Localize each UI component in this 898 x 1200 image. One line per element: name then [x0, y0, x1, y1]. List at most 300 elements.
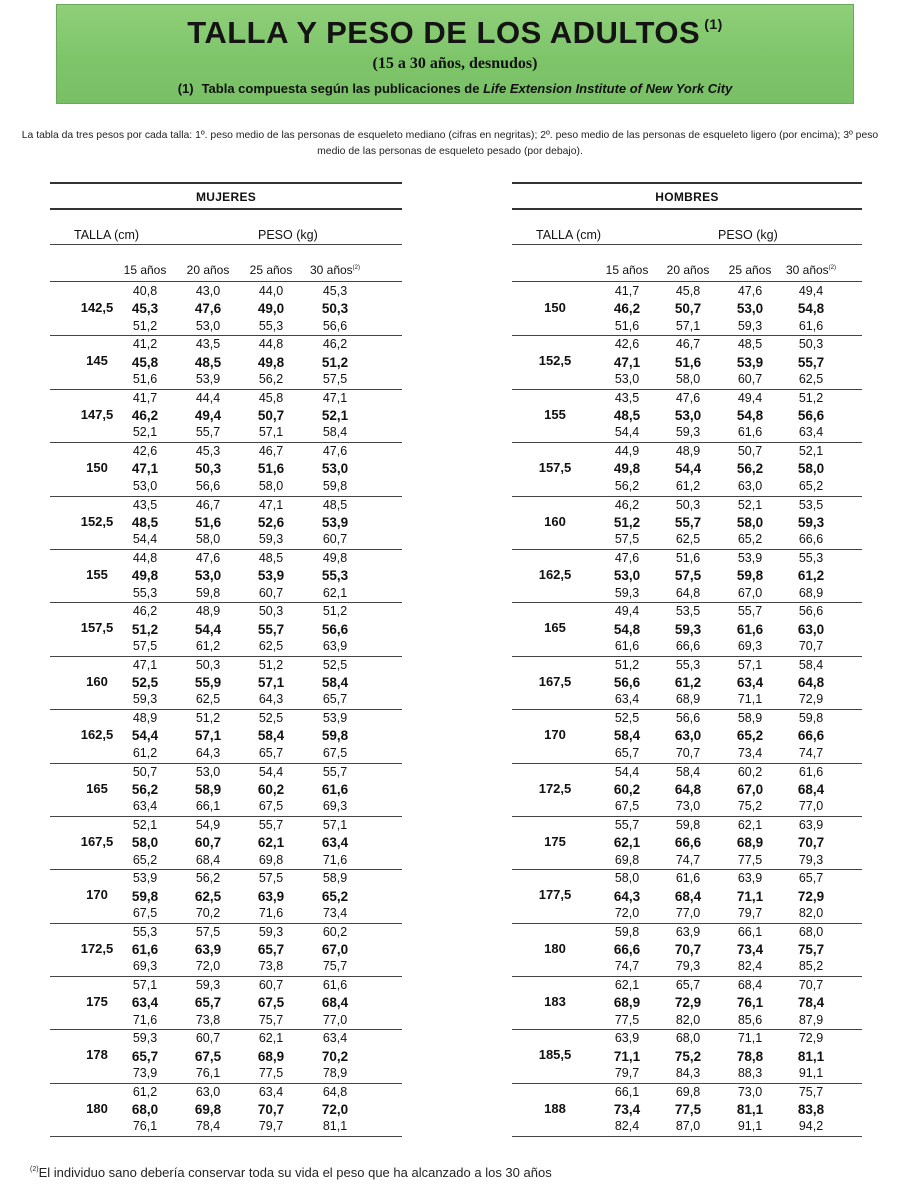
peso-light-value: 47,1 [322, 390, 348, 405]
peso-heavy-value: 79,3 [798, 852, 824, 867]
peso-light-value: 62,1 [258, 1031, 284, 1046]
intro-paragraph: La tabla da tres pesos por cada talla: 1º. peso medio de las personas de esqueleto mediano (cifras en negritas); 2º. peso medio de las personas de esqueleto ligero (por encima); 3º peso medio de las personas de esqueleto pesado (por debajo). [21, 130, 879, 157]
peso-light-value: 55,7 [737, 604, 763, 619]
peso-medium-value: 46,2 [131, 408, 159, 424]
peso-medium-value: 50,7 [257, 408, 285, 424]
peso-medium-value: 67,0 [321, 941, 349, 957]
peso-light-value: 58,4 [675, 764, 701, 779]
peso-medium-value: 46,2 [613, 301, 641, 317]
table-row [512, 1084, 862, 1137]
peso-heavy-value: 53,0 [614, 371, 640, 386]
peso-light-value: 45,3 [322, 284, 348, 298]
peso-heavy-value: 65,2 [737, 532, 763, 547]
peso-heavy-value: 61,2 [195, 638, 221, 653]
peso-medium-value: 52,1 [321, 408, 349, 424]
peso-heavy-value: 57,1 [258, 425, 284, 440]
peso-light-value: 61,6 [322, 978, 348, 993]
peso-heavy-value: 54,4 [132, 532, 158, 547]
peso-heavy-value: 62,1 [322, 585, 348, 600]
table-row [50, 817, 402, 870]
peso-heavy-value: 66,6 [675, 638, 701, 653]
peso-light-value: 60,2 [737, 764, 763, 779]
peso-light-value: 46,2 [132, 604, 158, 619]
peso-heavy-value: 65,2 [798, 478, 824, 493]
peso-light-value: 52,5 [258, 711, 284, 726]
peso-light-value: 44,9 [614, 444, 640, 459]
peso-heavy-value: 61,2 [675, 478, 701, 493]
title-note-marker: (1) [704, 16, 723, 32]
title-banner [56, 4, 854, 104]
table-row [512, 924, 862, 977]
table-rule [512, 208, 862, 210]
peso-medium-value: 50,3 [321, 301, 349, 317]
table-row [50, 336, 402, 389]
peso-light-value: 59,3 [132, 1031, 158, 1046]
peso-light-value: 47,6 [737, 284, 763, 298]
peso-medium-value: 51,2 [321, 354, 349, 370]
peso-medium-value: 72,0 [321, 1102, 349, 1118]
peso-medium-value: 67,0 [736, 781, 764, 797]
peso-medium-value: 48,5 [131, 514, 159, 530]
peso-heavy-value: 73,9 [132, 1066, 158, 1081]
age-header-row [50, 263, 402, 277]
peso-heavy-value: 77,0 [798, 799, 824, 814]
talla-value: 175 [86, 994, 108, 1010]
peso-heavy-value: 70,7 [675, 745, 701, 760]
peso-light-value: 51,2 [258, 657, 284, 672]
peso-medium-value: 61,2 [674, 675, 702, 691]
peso-light-value: 59,8 [675, 817, 701, 832]
talla-value: 162,5 [538, 566, 572, 582]
source-text: Tabla compuesta según las publicaciones de [201, 81, 480, 96]
talla-value: 183 [544, 994, 566, 1010]
peso-light-value: 50,3 [798, 337, 824, 352]
peso-medium-value: 60,7 [194, 835, 222, 851]
age-header-4 [300, 263, 370, 277]
peso-light-value: 41,7 [614, 284, 640, 298]
peso-medium-value: 45,3 [131, 301, 159, 317]
peso-medium-value: 63,4 [321, 835, 349, 851]
table-rule [50, 244, 402, 245]
peso-light-value: 60,7 [258, 978, 284, 993]
peso-heavy-value: 53,9 [195, 371, 221, 386]
age-label: 20 años [186, 263, 230, 277]
peso-light-value: 46,7 [258, 444, 284, 459]
peso-light-value: 65,7 [798, 871, 824, 886]
peso-light-value: 50,3 [675, 497, 701, 512]
peso-medium-value: 65,2 [321, 888, 349, 904]
peso-heavy-value: 77,0 [675, 905, 701, 920]
peso-light-value: 50,7 [132, 764, 158, 779]
peso-heavy-value: 68,4 [195, 852, 221, 867]
talla-header: TALLA (cm) [74, 228, 140, 242]
peso-light-value: 50,3 [195, 657, 221, 672]
peso-medium-value: 59,3 [674, 621, 702, 637]
peso-light-value: 48,5 [258, 550, 284, 565]
peso-medium-value: 54,8 [797, 301, 825, 317]
title-text: TALLA Y PESO DE LOS ADULTOS [187, 15, 701, 50]
peso-heavy-value: 74,7 [675, 852, 701, 867]
age-label: 15 años [123, 263, 167, 277]
peso-heavy-value: 66,1 [195, 799, 221, 814]
peso-light-value: 55,3 [675, 657, 701, 672]
peso-heavy-value: 73,8 [258, 959, 284, 974]
talla-value: 165 [544, 620, 566, 636]
peso-heavy-value: 85,6 [737, 1012, 763, 1027]
peso-medium-value: 70,7 [674, 941, 702, 957]
peso-light-value: 46,7 [675, 337, 701, 352]
peso-light-value: 54,9 [195, 817, 221, 832]
peso-medium-value: 54,8 [613, 621, 641, 637]
peso-light-value: 59,3 [195, 978, 221, 993]
peso-heavy-value: 58,4 [322, 425, 348, 440]
peso-medium-value: 55,7 [674, 514, 702, 530]
peso-medium-value: 50,3 [194, 461, 222, 477]
peso-medium-value: 66,6 [797, 728, 825, 744]
talla-value: 157,5 [80, 620, 114, 636]
peso-medium-value: 58,0 [736, 514, 764, 530]
table-row [50, 924, 402, 977]
peso-medium-value: 47,1 [131, 461, 159, 477]
peso-medium-value: 56,6 [613, 675, 641, 691]
peso-heavy-value: 61,2 [132, 745, 158, 760]
peso-medium-value: 49,4 [194, 408, 222, 424]
peso-heavy-value: 57,5 [322, 371, 348, 386]
peso-medium-value: 68,4 [797, 781, 825, 797]
peso-heavy-value: 88,3 [737, 1066, 763, 1081]
talla-value: 150 [86, 460, 108, 476]
peso-medium-value: 70,7 [797, 835, 825, 851]
talla-value: 150 [544, 300, 566, 315]
peso-heavy-value: 59,3 [737, 318, 763, 333]
peso-light-value: 47,6 [614, 550, 640, 565]
peso-medium-value: 52,5 [131, 675, 159, 691]
talla-value: 172,5 [538, 780, 572, 796]
peso-light-value: 69,8 [675, 1084, 701, 1099]
peso-heavy-value: 52,1 [132, 425, 158, 440]
peso-medium-value: 53,9 [736, 354, 764, 370]
peso-heavy-value: 63,4 [614, 692, 640, 707]
peso-heavy-value: 58,0 [195, 532, 221, 547]
peso-medium-value: 53,9 [321, 514, 349, 530]
peso-medium-value: 57,1 [257, 675, 285, 691]
table-row [50, 283, 402, 336]
peso-heavy-value: 67,5 [132, 905, 158, 920]
peso-medium-value: 51,6 [194, 514, 222, 530]
peso-heavy-value: 71,6 [132, 1012, 158, 1027]
peso-medium-value: 76,1 [736, 995, 764, 1011]
peso-heavy-value: 60,7 [258, 585, 284, 600]
age-label: 15 años [605, 263, 649, 277]
peso-heavy-value: 60,7 [737, 371, 763, 386]
table-row [512, 657, 862, 710]
peso-light-value: 46,2 [322, 337, 348, 352]
table-row [50, 657, 402, 710]
peso-light-value: 60,2 [322, 924, 348, 939]
peso-medium-value: 58,4 [257, 728, 285, 744]
peso-light-value: 42,6 [614, 337, 640, 352]
peso-medium-value: 81,1 [736, 1102, 764, 1118]
peso-light-value: 44,8 [132, 550, 158, 565]
peso-light-value: 49,8 [322, 550, 348, 565]
peso-heavy-value: 56,2 [258, 371, 284, 386]
peso-light-value: 53,5 [798, 497, 824, 512]
peso-heavy-value: 64,3 [258, 692, 284, 707]
peso-medium-value: 67,5 [194, 1048, 222, 1064]
peso-medium-value: 60,2 [613, 781, 641, 797]
peso-medium-value: 64,8 [674, 781, 702, 797]
talla-value: 145 [86, 353, 108, 369]
peso-heavy-value: 51,6 [132, 371, 158, 386]
peso-light-value: 49,4 [737, 390, 763, 405]
peso-medium-value: 65,2 [736, 728, 764, 744]
age-label: 20 años [666, 263, 710, 277]
peso-medium-value: 71,1 [736, 888, 764, 904]
peso-light-value: 47,1 [258, 497, 284, 512]
peso-heavy-value: 82,0 [675, 1012, 701, 1027]
peso-medium-value: 77,5 [674, 1102, 702, 1118]
peso-medium-value: 71,1 [613, 1048, 641, 1064]
peso-heavy-value: 71,6 [322, 852, 348, 867]
peso-light-value: 72,9 [798, 1031, 824, 1046]
table-row [512, 977, 862, 1030]
peso-medium-value: 78,8 [736, 1048, 764, 1064]
talla-value: 147,5 [80, 406, 114, 422]
peso-medium-value: 65,7 [257, 941, 285, 957]
peso-heavy-value: 61,6 [737, 425, 763, 440]
peso-heavy-value: 56,6 [195, 478, 221, 493]
peso-medium-value: 54,8 [736, 408, 764, 424]
peso-heavy-value: 62,5 [258, 638, 284, 653]
peso-heavy-value: 71,1 [737, 692, 763, 707]
peso-heavy-value: 77,5 [258, 1066, 284, 1081]
age-header-2 [653, 263, 723, 277]
talla-value: 167,5 [538, 673, 572, 689]
peso-heavy-value: 72,0 [195, 959, 221, 974]
peso-light-value: 49,4 [614, 604, 640, 619]
peso-heavy-value: 55,3 [258, 318, 284, 333]
peso-light-value: 56,2 [195, 871, 221, 886]
peso-heavy-value: 87,9 [798, 1012, 824, 1027]
peso-heavy-value: 67,0 [737, 585, 763, 600]
peso-light-value: 44,0 [258, 284, 284, 298]
peso-medium-value: 63,4 [131, 995, 159, 1011]
peso-heavy-value: 85,2 [798, 959, 824, 974]
peso-light-value: 58,0 [614, 871, 640, 886]
footnote-marker: (2) [30, 1166, 39, 1173]
peso-light-value: 43,5 [132, 497, 158, 512]
hombres-heading: HOMBRES [655, 190, 719, 204]
talla-value: 177,5 [538, 887, 572, 903]
table-row [50, 870, 402, 923]
peso-heavy-value: 57,1 [675, 318, 701, 333]
peso-heavy-value: 55,7 [195, 425, 221, 440]
peso-medium-value: 63,0 [674, 728, 702, 744]
peso-medium-value: 63,0 [797, 621, 825, 637]
peso-medium-value: 70,2 [321, 1048, 349, 1064]
peso-heavy-value: 79,7 [737, 905, 763, 920]
table-rule [50, 281, 402, 282]
peso-medium-value: 73,4 [736, 941, 764, 957]
peso-light-value: 58,9 [322, 871, 348, 886]
talla-value: 170 [86, 887, 108, 903]
peso-medium-value: 51,2 [131, 621, 159, 637]
peso-light-value: 52,5 [614, 711, 640, 726]
peso-heavy-value: 74,7 [798, 745, 824, 760]
peso-heavy-value: 64,3 [195, 745, 221, 760]
peso-light-value: 59,3 [258, 924, 284, 939]
peso-medium-value: 48,5 [613, 408, 641, 424]
peso-light-value: 52,1 [737, 497, 763, 512]
peso-light-value: 56,6 [675, 711, 701, 726]
peso-light-value: 70,7 [798, 978, 824, 993]
peso-heavy-value: 76,1 [195, 1066, 221, 1081]
talla-value: 152,5 [538, 353, 572, 369]
peso-heavy-value: 75,7 [322, 959, 348, 974]
age-note-marker: (2) [352, 265, 361, 271]
peso-light-value: 63,9 [614, 1031, 640, 1046]
peso-light-value: 40,8 [132, 284, 158, 298]
peso-medium-value: 59,8 [321, 728, 349, 744]
peso-light-value: 57,5 [258, 871, 284, 886]
table-row [50, 710, 402, 763]
peso-heavy-value: 63,4 [798, 425, 824, 440]
peso-light-value: 68,4 [737, 978, 763, 993]
peso-heavy-value: 59,8 [322, 478, 348, 493]
source-institute: Life Extension Institute of New York City [483, 81, 733, 96]
peso-heavy-value: 58,0 [675, 371, 701, 386]
peso-light-value: 57,1 [322, 817, 348, 832]
peso-heavy-value: 77,5 [737, 852, 763, 867]
peso-medium-value: 56,2 [736, 461, 764, 477]
table-row [50, 443, 402, 496]
table-row [512, 443, 862, 496]
peso-light-value: 50,3 [258, 604, 284, 619]
peso-light-value: 55,7 [614, 817, 640, 832]
talla-value: 178 [86, 1047, 108, 1063]
peso-light-value: 44,4 [195, 390, 221, 405]
talla-value: 180 [86, 1100, 108, 1116]
peso-medium-value: 53,0 [194, 568, 222, 584]
peso-medium-value: 70,7 [257, 1102, 285, 1118]
peso-medium-value: 68,9 [736, 835, 764, 851]
peso-medium-value: 81,1 [797, 1048, 825, 1064]
table-row [512, 603, 862, 656]
peso-heavy-value: 65,7 [614, 745, 640, 760]
peso-light-value: 73,0 [737, 1084, 763, 1099]
peso-medium-value: 47,6 [194, 301, 222, 317]
peso-medium-value: 68,0 [131, 1102, 159, 1118]
table-row [50, 603, 402, 656]
peso-light-value: 47,1 [132, 657, 158, 672]
peso-header: PESO (kg) [258, 228, 318, 242]
peso-medium-value: 53,0 [674, 408, 702, 424]
age-header-1 [592, 263, 662, 277]
peso-medium-value: 75,2 [674, 1048, 702, 1064]
talla-header: TALLA (cm) [536, 228, 602, 242]
peso-heavy-value: 72,9 [798, 692, 824, 707]
peso-heavy-value: 94,2 [798, 1119, 824, 1134]
peso-medium-value: 55,3 [321, 568, 349, 584]
peso-medium-value: 61,2 [797, 568, 825, 584]
peso-light-value: 45,3 [195, 444, 221, 459]
peso-heavy-value: 69,8 [258, 852, 284, 867]
peso-heavy-value: 55,3 [132, 585, 158, 600]
peso-light-value: 66,1 [737, 924, 763, 939]
peso-medium-value: 47,1 [613, 354, 641, 370]
peso-heavy-value: 79,7 [614, 1066, 640, 1081]
peso-heavy-value: 79,3 [675, 959, 701, 974]
peso-heavy-value: 53,0 [195, 318, 221, 333]
table-rule [50, 208, 402, 210]
peso-heavy-value: 65,2 [132, 852, 158, 867]
peso-medium-value: 53,0 [736, 301, 764, 317]
peso-light-value: 61,2 [132, 1084, 158, 1099]
peso-light-value: 58,9 [737, 711, 763, 726]
table-row [512, 710, 862, 763]
peso-light-value: 61,6 [675, 871, 701, 886]
peso-heavy-value: 78,4 [195, 1119, 221, 1134]
table-row [512, 817, 862, 870]
age-note-marker: (2) [828, 265, 837, 271]
peso-light-value: 48,9 [132, 711, 158, 726]
peso-heavy-value: 51,6 [614, 318, 640, 333]
peso-medium-value: 55,7 [257, 621, 285, 637]
peso-heavy-value: 81,1 [322, 1119, 348, 1134]
peso-medium-value: 59,8 [736, 568, 764, 584]
peso-light-value: 63,9 [737, 871, 763, 886]
talla-value: 188 [544, 1100, 566, 1116]
peso-light-value: 47,6 [195, 550, 221, 565]
peso-light-value: 52,1 [132, 817, 158, 832]
table-row [512, 870, 862, 923]
talla-value: 180 [544, 940, 566, 956]
peso-medium-value: 62,5 [194, 888, 222, 904]
peso-heavy-value: 73,4 [322, 905, 348, 920]
table-rule [512, 244, 862, 245]
source-line [57, 81, 853, 96]
peso-heavy-value: 76,1 [132, 1119, 158, 1134]
peso-medium-value: 68,9 [257, 1048, 285, 1064]
peso-light-value: 47,6 [322, 444, 348, 459]
peso-medium-value: 59,3 [797, 514, 825, 530]
peso-light-value: 62,1 [614, 978, 640, 993]
peso-light-value: 63,4 [322, 1031, 348, 1046]
peso-heavy-value: 59,3 [675, 425, 701, 440]
page-title [57, 15, 853, 51]
peso-light-value: 45,8 [258, 390, 284, 405]
hombres-rows [512, 283, 862, 1137]
peso-light-value: 63,0 [195, 1084, 221, 1099]
peso-medium-value: 57,1 [194, 728, 222, 744]
peso-medium-value: 53,0 [321, 461, 349, 477]
peso-light-value: 42,6 [132, 444, 158, 459]
peso-heavy-value: 57,5 [132, 638, 158, 653]
peso-medium-value: 78,4 [797, 995, 825, 1011]
peso-header: PESO (kg) [718, 228, 778, 242]
peso-medium-value: 63,4 [736, 675, 764, 691]
age-label: 30 años [785, 263, 829, 277]
peso-heavy-value: 79,7 [258, 1119, 284, 1134]
peso-heavy-value: 58,0 [258, 478, 284, 493]
peso-heavy-value: 70,7 [798, 638, 824, 653]
peso-light-value: 44,8 [258, 337, 284, 352]
peso-light-value: 58,4 [798, 657, 824, 672]
peso-medium-value: 49,8 [613, 461, 641, 477]
peso-medium-value: 66,6 [674, 835, 702, 851]
table-row [50, 550, 402, 603]
peso-medium-value: 50,7 [674, 301, 702, 317]
